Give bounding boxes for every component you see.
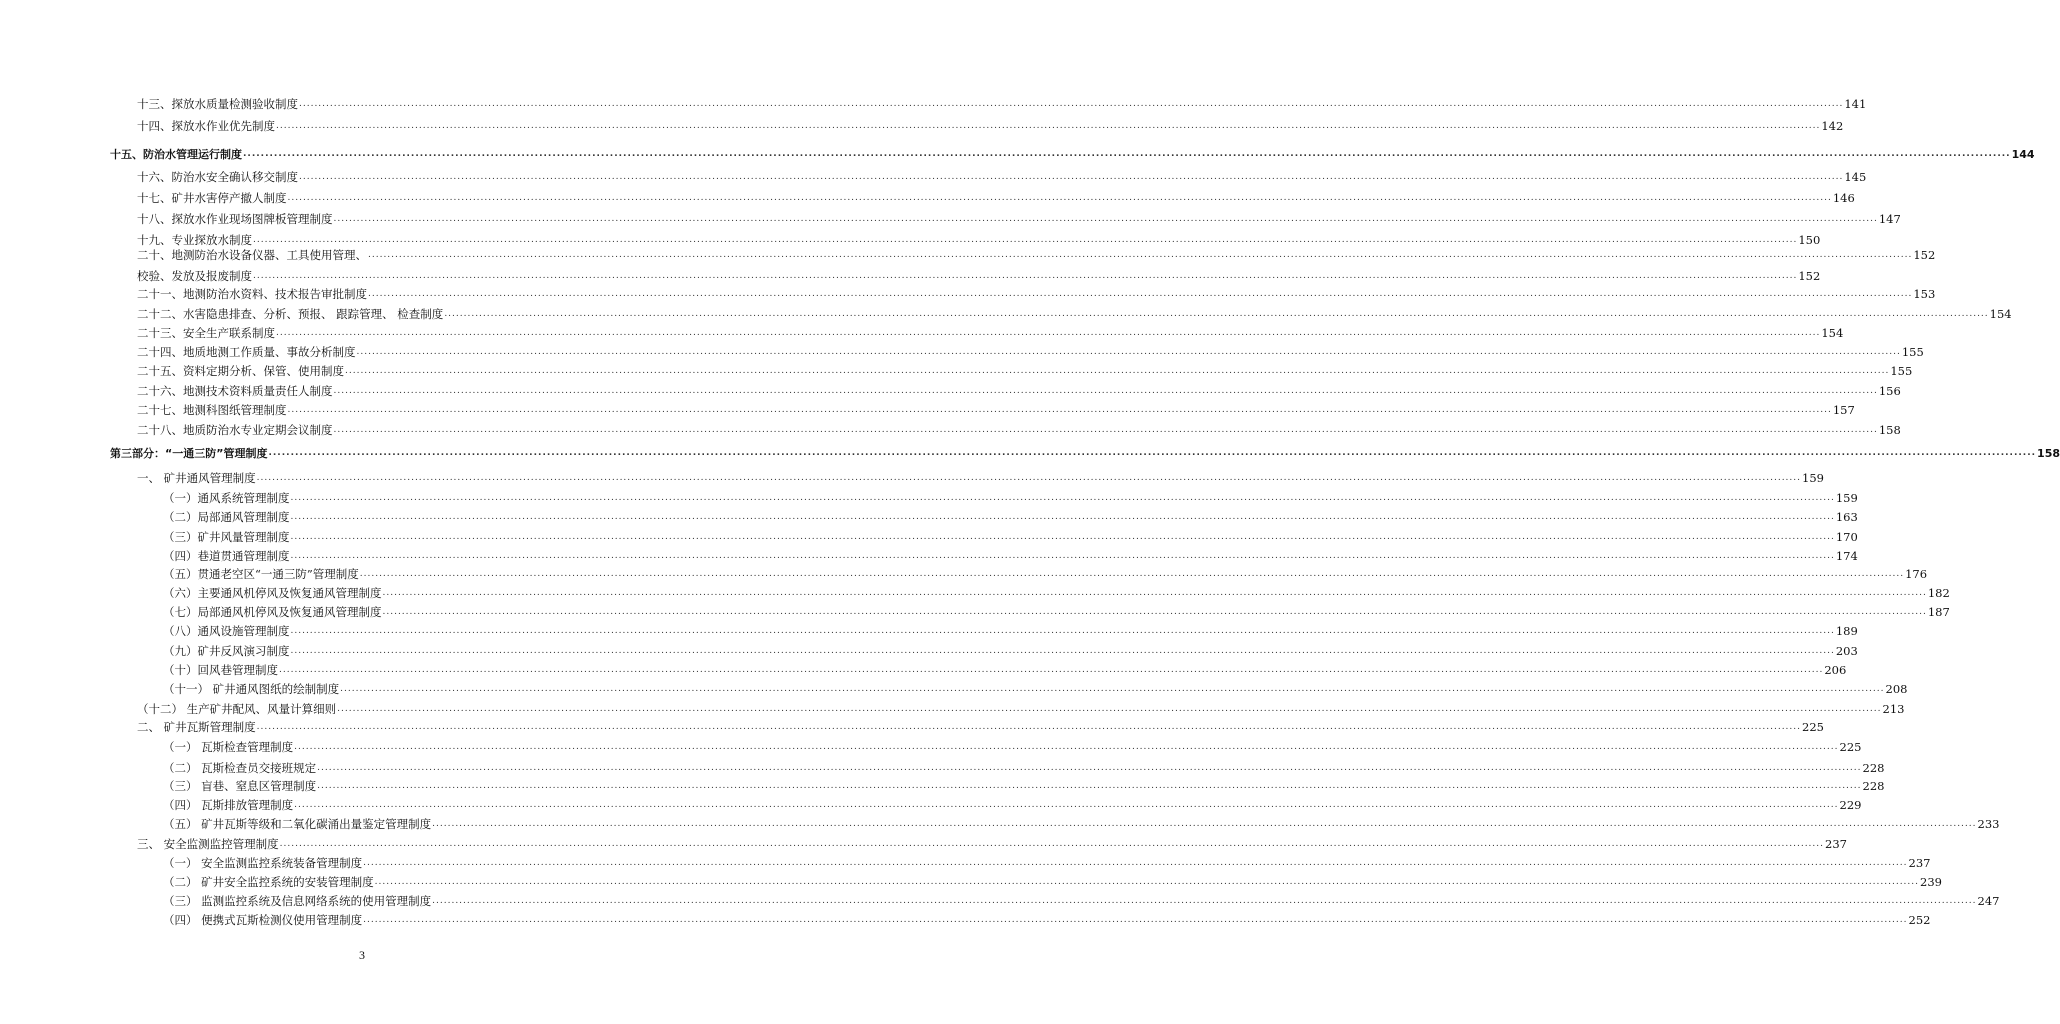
toc-entry-page: 189 — [1835, 624, 1858, 638]
toc-entry-title: 一、 矿井通风管理制度 — [137, 471, 256, 485]
dot-leader: ................................................................................................................................................................................................................................................................................................................................................................................................................ — [444, 309, 1989, 319]
toc-entry-page: 157 — [1832, 403, 1855, 417]
toc-entry[interactable] — [137, 166, 1867, 185]
toc-entry[interactable] — [137, 360, 1913, 379]
toc-entry-title: 十三、探放水质量检测验收制度 — [137, 97, 298, 111]
toc-entry-page: 208 — [1885, 682, 1908, 696]
toc-entry-title: （六）主要通风机停风及恢复通风管理制度 — [163, 586, 382, 600]
toc-entry-title: 三、 安全监测监控管理制度 — [137, 837, 279, 851]
toc-entry-page: 228 — [1862, 761, 1885, 775]
toc-entry-page: 150 — [1798, 233, 1821, 247]
toc-entry-page: 154 — [1821, 326, 1844, 340]
toc-entry[interactable] — [163, 890, 2000, 909]
toc-entry-title: 第三部分：“一通三防”管理制度 — [110, 447, 268, 460]
dot-leader: ................................................................................................................................................................................................................................................................................................................................................................................................................ — [299, 172, 1844, 182]
dot-leader: ................................................................................................................................................................................................................................................................................................................................................................................................................ — [290, 512, 1835, 522]
toc-entry[interactable] — [163, 506, 1858, 525]
toc-entry[interactable] — [110, 143, 2035, 162]
dot-leader: ................................................................................................................................................................................................................................................................................................................................................................................................................ — [345, 366, 1890, 376]
toc-entry-title: （十）回风巷管理制度 — [163, 663, 278, 677]
toc-entry[interactable] — [163, 563, 1928, 582]
dot-leader: ................................................................................................................................................................................................................................................................................................................................................................................................................ — [340, 684, 1885, 694]
toc-entry-page: 152 — [1913, 248, 1936, 262]
dot-leader: ................................................................................................................................................................................................................................................................................................................................................................................................................ — [256, 473, 1801, 483]
dot-leader: ................................................................................................................................................................................................................................................................................................................................................................................................................ — [382, 588, 1927, 598]
toc-entry[interactable] — [163, 871, 1942, 890]
toc-entry[interactable] — [137, 283, 1936, 302]
toc-entry[interactable] — [137, 399, 1855, 418]
toc-entry-page: 225 — [1839, 740, 1862, 754]
dot-leader: ................................................................................................................................................................................................................................................................................................................................................................................................................ — [243, 149, 2011, 159]
dot-leader: ................................................................................................................................................................................................................................................................................................................................................................................................................ — [287, 405, 1832, 415]
toc-entry-title: 二十五、资料定期分析、保管、使用制度 — [137, 364, 344, 378]
dot-leader: ................................................................................................................................................................................................................................................................................................................................................................................................................ — [294, 742, 1839, 752]
toc-entry-page: 145 — [1844, 170, 1867, 184]
dot-leader: ................................................................................................................................................................................................................................................................................................................................................................................................................ — [253, 271, 1798, 281]
dot-leader: ................................................................................................................................................................................................................................................................................................................................................................................................................ — [363, 858, 1908, 868]
toc-entry-title: 二十六、地测技术资料质量责任人制度 — [137, 384, 333, 398]
toc-entry-title: 十六、防治水安全确认移交制度 — [137, 170, 298, 184]
toc-entry-page: 156 — [1878, 384, 1901, 398]
toc-entry-page: 213 — [1882, 702, 1905, 716]
toc-entry-page: 144 — [2011, 148, 2035, 161]
toc-entry[interactable] — [163, 601, 1950, 620]
toc-entry-page: 233 — [1977, 817, 2000, 831]
toc-entry[interactable] — [163, 640, 1858, 659]
toc-entry-page: 252 — [1908, 913, 1931, 927]
toc-entry-page: 206 — [1824, 663, 1847, 677]
toc-entry-title: （十二） 生产矿井配风、风量计算细则 — [137, 702, 337, 716]
toc-entry-title: 二十八、地质防治水专业定期会议制度 — [137, 423, 333, 437]
toc-entry-page: 159 — [1835, 491, 1858, 505]
dot-leader: ................................................................................................................................................................................................................................................................................................................................................................................................................ — [276, 328, 1821, 338]
toc-entry-title: 二、 矿井瓦斯管理制度 — [137, 720, 256, 734]
dot-leader: ................................................................................................................................................................................................................................................................................................................................................................................................................ — [374, 877, 1919, 887]
toc-entry-page: 142 — [1821, 119, 1844, 133]
toc-entry[interactable] — [137, 322, 1844, 341]
toc-entry-title: （二） 瓦斯检查员交接班规定 — [163, 761, 317, 775]
toc-entry-title: 校验、发放及报废制度 — [137, 269, 252, 283]
dot-leader: ................................................................................................................................................................................................................................................................................................................................................................................................................ — [333, 214, 1878, 224]
toc-entry-page: 229 — [1839, 798, 1862, 812]
dot-leader: ................................................................................................................................................................................................................................................................................................................................................................................................................ — [290, 646, 1835, 656]
dot-leader: ................................................................................................................................................................................................................................................................................................................................................................................................................ — [317, 763, 1862, 773]
dot-leader: ................................................................................................................................................................................................................................................................................................................................................................................................................ — [368, 250, 1913, 260]
toc-entry-page: 146 — [1832, 191, 1855, 205]
toc-entry-title: 二十三、安全生产联系制度 — [137, 326, 275, 340]
toc-entry[interactable] — [163, 852, 1931, 871]
dot-leader: ................................................................................................................................................................................................................................................................................................................................................................................................................ — [290, 493, 1835, 503]
toc-entry[interactable] — [137, 265, 1821, 284]
toc-entry[interactable] — [137, 380, 1901, 399]
toc-entry-page: 155 — [1890, 364, 1913, 378]
toc-entry-page: 203 — [1835, 644, 1858, 658]
toc-entry[interactable] — [137, 244, 1936, 263]
toc-entry[interactable] — [137, 115, 1844, 134]
toc-entry-title: 十七、矿井水害停产撤人制度 — [137, 191, 287, 205]
toc-entry-title: 十八、探放水作业现场图牌板管理制度 — [137, 212, 333, 226]
dot-leader: ................................................................................................................................................................................................................................................................................................................................................................................................................ — [432, 819, 1977, 829]
toc-entry-title: （四） 便携式瓦斯检测仪使用管理制度 — [163, 913, 363, 927]
dot-leader: ................................................................................................................................................................................................................................................................................................................................................................................................................ — [290, 551, 1835, 561]
toc-entry-page: 170 — [1835, 530, 1858, 544]
dot-leader: ................................................................................................................................................................................................................................................................................................................................................................................................................ — [317, 781, 1862, 791]
toc-entry[interactable] — [163, 757, 1885, 776]
toc-entry-title: 十五、防治水管理运行制度 — [110, 148, 242, 161]
toc-entry-title: （一）通风系统管理制度 — [163, 491, 290, 505]
toc-entry-page: 147 — [1878, 212, 1901, 226]
toc-entry-page: 237 — [1908, 856, 1931, 870]
toc-entry-title: （一） 安全监测监控系统装备管理制度 — [163, 856, 363, 870]
toc-entry-title: （三）矿井风量管理制度 — [163, 530, 290, 544]
toc-entry[interactable] — [163, 620, 1858, 639]
toc-entry-page: 225 — [1802, 720, 1824, 734]
toc-entry[interactable] — [137, 833, 1847, 852]
toc-entry-title: （七）局部通风机停风及恢复通风管理制度 — [163, 605, 382, 619]
toc-entry-page: 153 — [1913, 287, 1936, 301]
toc-entry-title: （三） 监测监控系统及信息网络系统的使用管理制度 — [163, 894, 432, 908]
toc-entry-page: 159 — [1802, 471, 1824, 485]
toc-entry-title: 十九、专业探放水制度 — [137, 233, 252, 247]
toc-entry-title: 二十四、地质地测工作质量、事故分析制度 — [137, 345, 356, 359]
toc-entry-title: （十一） 矿井通风图纸的绘制制度 — [163, 682, 340, 696]
toc-entry-title: （九）矿井反风演习制度 — [163, 644, 290, 658]
toc-entry-title: 二十、地测防治水设备仪器、工具使用管理、 — [137, 248, 367, 262]
toc-entry[interactable] — [163, 678, 1908, 697]
dot-leader: ................................................................................................................................................................................................................................................................................................................................................................................................................ — [290, 532, 1835, 542]
dot-leader: ................................................................................................................................................................................................................................................................................................................................................................................................................ — [337, 704, 1882, 714]
toc-entry-title: （一） 瓦斯检查管理制度 — [163, 740, 294, 754]
dot-leader: ................................................................................................................................................................................................................................................................................................................................................................................................................ — [279, 839, 1824, 849]
dot-leader: ................................................................................................................................................................................................................................................................................................................................................................................................................ — [382, 607, 1927, 617]
toc-entry[interactable] — [163, 794, 1862, 813]
toc-entry-title: 二十七、地测科图纸管理制度 — [137, 403, 287, 417]
toc-entry-title: 十四、探放水作业优先制度 — [137, 119, 275, 133]
toc-entry[interactable] — [137, 341, 1924, 360]
toc-entry-page: 155 — [1901, 345, 1924, 359]
dot-leader: ................................................................................................................................................................................................................................................................................................................................................................................................................ — [432, 896, 1977, 906]
toc-entry[interactable] — [163, 736, 1862, 755]
toc-entry-title: （二） 矿井安全监控系统的安装管理制度 — [163, 875, 374, 889]
dot-leader: ................................................................................................................................................................................................................................................................................................................................................................................................................ — [279, 665, 1824, 675]
dot-leader: ................................................................................................................................................................................................................................................................................................................................................................................................................ — [287, 193, 1832, 203]
toc-entry[interactable] — [137, 716, 1824, 735]
dot-leader: ................................................................................................................................................................................................................................................................................................................................................................................................................ — [268, 448, 2037, 458]
toc-entry[interactable] — [137, 303, 2012, 322]
dot-leader: ................................................................................................................................................................................................................................................................................................................................................................................................................ — [359, 569, 1905, 579]
toc-entry-title: （五）贯通老空区“一通三防”管理制度 — [163, 567, 359, 581]
dot-leader: ................................................................................................................................................................................................................................................................................................................................................................................................................ — [276, 121, 1821, 131]
toc-entry-title: （四）巷道贯通管理制度 — [163, 549, 290, 563]
toc-entry-page: 239 — [1920, 875, 1942, 889]
toc-entry[interactable] — [137, 208, 1901, 227]
dot-leader: ................................................................................................................................................................................................................................................................................................................................................................................................................ — [368, 289, 1913, 299]
toc-entry-page: 247 — [1977, 894, 2000, 908]
toc-entry-page: 152 — [1798, 269, 1821, 283]
toc-entry-title: （四） 瓦斯排放管理制度 — [163, 798, 294, 812]
toc-entry[interactable] — [163, 487, 1858, 506]
toc-entry[interactable] — [163, 909, 1931, 928]
toc-entry[interactable] — [163, 813, 2000, 832]
dot-leader: ................................................................................................................................................................................................................................................................................................................................................................................................................ — [299, 99, 1844, 109]
toc-entry-page: 182 — [1927, 586, 1950, 600]
toc-entry[interactable] — [163, 582, 1950, 601]
toc-entry-page: 228 — [1862, 779, 1885, 793]
toc-entry-title: （五） 矿井瓦斯等级和二氧化碳涌出量鉴定管理制度 — [163, 817, 432, 831]
dot-leader: ................................................................................................................................................................................................................................................................................................................................................................................................................ — [363, 915, 1908, 925]
page-number: 3 — [359, 948, 365, 962]
toc-entry-title: （三） 盲巷、窒息区管理制度 — [163, 779, 317, 793]
dot-leader: ................................................................................................................................................................................................................................................................................................................................................................................................................ — [256, 722, 1801, 732]
toc-entry[interactable] — [163, 526, 1858, 545]
toc-entry-page: 163 — [1835, 510, 1858, 524]
toc-entry[interactable] — [163, 775, 1885, 794]
dot-leader: ................................................................................................................................................................................................................................................................................................................................................................................................................ — [253, 235, 1798, 245]
toc-entry[interactable] — [110, 442, 2060, 461]
toc-entry-page: 187 — [1927, 605, 1950, 619]
toc-entry-title: 二十一、地测防治水资料、技术报告审批制度 — [137, 287, 367, 301]
toc-entry-page: 174 — [1835, 549, 1858, 563]
toc-entry[interactable] — [137, 93, 1867, 112]
toc-entry-page: 154 — [1989, 307, 2012, 321]
dot-leader: ................................................................................................................................................................................................................................................................................................................................................................................................................ — [294, 800, 1839, 810]
toc-entry-page: 158 — [2037, 447, 2060, 460]
toc-entry-title: （二）局部通风管理制度 — [163, 510, 290, 524]
toc-entry-page: 141 — [1844, 97, 1867, 111]
toc-entry[interactable] — [137, 698, 1905, 717]
toc-entry-title: （八）通风设施管理制度 — [163, 624, 290, 638]
toc-entry-title: 二十二、水害隐患排查、分析、预报、 跟踪管理、 检查制度 — [137, 307, 444, 321]
toc-entry-page: 237 — [1825, 837, 1847, 851]
toc-entry-page: 176 — [1905, 567, 1928, 581]
dot-leader: ................................................................................................................................................................................................................................................................................................................................................................................................................ — [333, 386, 1878, 396]
toc-entry[interactable] — [163, 545, 1858, 564]
dot-leader: ................................................................................................................................................................................................................................................................................................................................................................................................................ — [290, 626, 1835, 636]
toc-entry[interactable] — [163, 659, 1847, 678]
toc-entry[interactable] — [137, 467, 1824, 486]
dot-leader: ................................................................................................................................................................................................................................................................................................................................................................................................................ — [356, 347, 1901, 357]
dot-leader: ................................................................................................................................................................................................................................................................................................................................................................................................................ — [333, 425, 1878, 435]
toc-entry[interactable] — [137, 419, 1901, 438]
toc-entry[interactable] — [137, 187, 1855, 206]
toc-entry-page: 158 — [1878, 423, 1901, 437]
